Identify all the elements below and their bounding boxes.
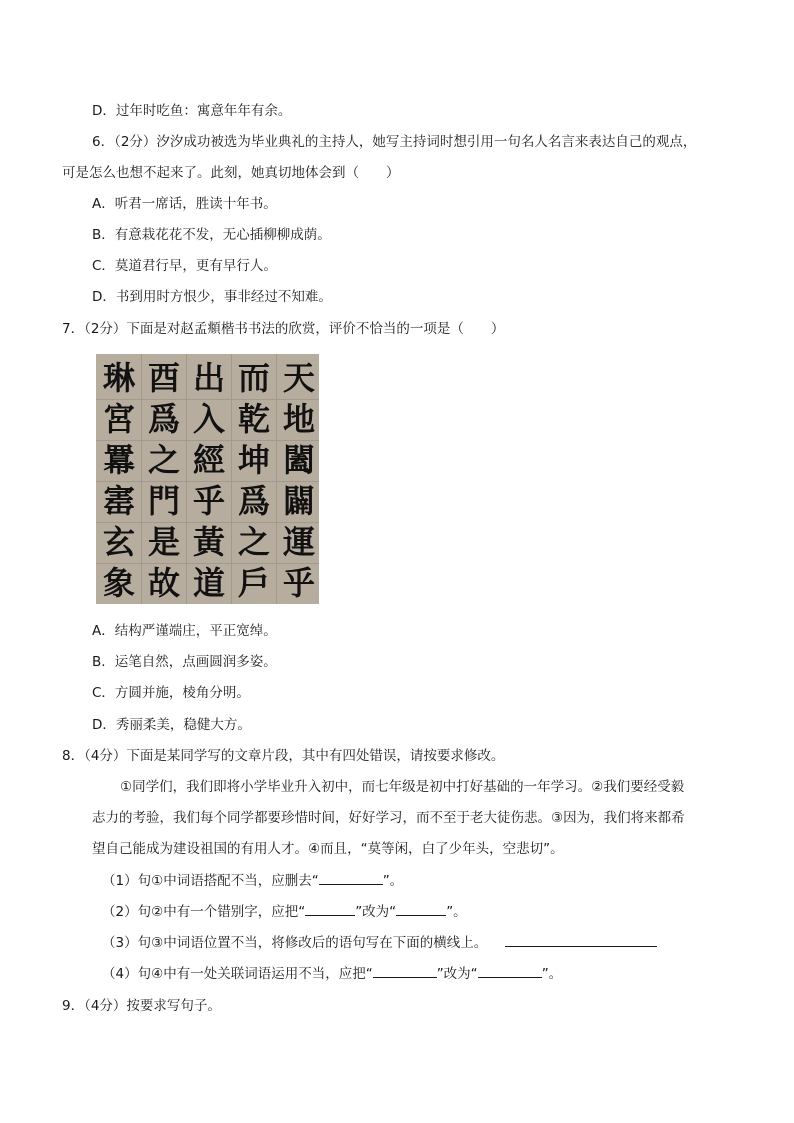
calligraphy-column xyxy=(232,358,276,604)
calligraphy-char: 運 xyxy=(282,523,315,561)
q8-sub3 xyxy=(102,934,657,952)
calligraphy-char: 天 xyxy=(282,359,315,397)
calligraphy-char: 故 xyxy=(147,564,180,602)
calligraphy-char: 出 xyxy=(192,359,225,397)
calligraphy-char: 坤 xyxy=(237,441,270,479)
q7-stem: 7．（2分）下面是对赵孟頫楷书书法的欣赏，评价不恰当的一项是（ ） xyxy=(62,321,505,337)
calligraphy-char: 之 xyxy=(147,441,180,479)
q8-stem: 8．（4分）下面是某同学写的文章片段，其中有四处错误，请按要求修改。 xyxy=(62,748,505,764)
calligraphy-char: 寚 xyxy=(102,482,135,520)
q8-sub3-text: （3）句③中词语位置不当，将修改后的语句写在下面的横线上。 xyxy=(102,935,488,951)
calligraphy-char: 琳 xyxy=(102,359,135,397)
calligraphy-column xyxy=(142,358,186,604)
calligraphy-char: 玄 xyxy=(102,523,135,561)
q7-option-a: A．结构严谨端庄，平正宽绰。 xyxy=(92,623,277,639)
calligraphy-char: 闢 xyxy=(282,482,315,520)
q8-sub4-blank1[interactable] xyxy=(373,965,437,978)
calligraphy-char: 闔 xyxy=(282,441,315,479)
q8-sub3-blank[interactable] xyxy=(505,934,657,947)
q7-option-c: C．方圆并施，棱角分明。 xyxy=(92,685,250,701)
calligraphy-char: 經 xyxy=(192,441,225,479)
q8-sub2-mid: ”改为“ xyxy=(355,904,397,920)
calligraphy-char: 羃 xyxy=(102,441,135,479)
calligraphy-char: 門 xyxy=(147,482,180,520)
calligraphy-char: 戶 xyxy=(237,564,270,602)
q7-option-b: B．运笔自然，点画圆润多姿。 xyxy=(92,654,277,670)
calligraphy-image xyxy=(96,354,319,604)
q8-passage-line1: ①同学们，我们即将小学毕业升入初中，而七年级是初中打好基础的一年学习。②我们要经受毅 xyxy=(120,779,685,795)
calligraphy-char: 爲 xyxy=(147,400,180,438)
q8-sub4 xyxy=(102,965,562,983)
q8-sub1-blank[interactable] xyxy=(319,872,383,885)
calligraphy-char: 黃 xyxy=(192,523,225,561)
calligraphy-column xyxy=(97,358,141,604)
q8-sub4-mid: ”改为“ xyxy=(436,966,478,982)
q8-sub2-blank2[interactable] xyxy=(396,903,446,916)
q8-sub2-end: ”。 xyxy=(446,904,467,920)
calligraphy-char: 是 xyxy=(147,523,180,561)
q6-option-b: B．有意栽花花不发，无心插柳柳成荫。 xyxy=(92,227,331,243)
q8-sub1-end: ”。 xyxy=(382,873,404,889)
q8-sub2-text: （2）句②中有一个错别字，应把“ xyxy=(102,904,306,920)
q5-option-d: D．过年时吃鱼：寓意年年有余。 xyxy=(92,103,292,119)
calligraphy-column xyxy=(187,358,231,604)
calligraphy-char: 乎 xyxy=(192,482,225,520)
q8-passage-line3: 望自己能成为建设祖国的有用人才。④而且，“莫等闲，白了少年头，空悲切”。 xyxy=(92,841,564,857)
q8-sub4-end: ”。 xyxy=(541,966,563,982)
q6-option-d: D．书到用时方恨少，事非经过不知难。 xyxy=(92,289,332,305)
q8-passage-line2: 志力的考验，我们每个同学都要珍惜时间，好好学习，而不至于老大徒伤悲。③因为，我们将来都希 xyxy=(92,810,685,826)
calligraphy-char: 道 xyxy=(192,564,225,602)
q8-sub1-text: （1）句①中词语搭配不当，应删去“ xyxy=(102,873,319,889)
q8-sub2-blank1[interactable] xyxy=(305,903,355,916)
q6-option-a: A．听君一席话，胜读十年书。 xyxy=(92,196,277,212)
q6-stem: 6．（2分）汐汐成功被选为毕业典礼的主持人，她写主持词时想引用一句名人名言来表达自己的观点， xyxy=(92,134,697,150)
q8-sub4-text: （4）句④中有一处关联词语运用不当，应把“ xyxy=(102,966,373,982)
calligraphy-char: 乎 xyxy=(282,564,315,602)
calligraphy-char: 之 xyxy=(237,523,270,561)
q7-option-d: D．秀丽柔美，稳健大方。 xyxy=(92,717,251,733)
calligraphy-char: 酉 xyxy=(147,359,180,397)
q9-stem: 9．（4分）按要求写句子。 xyxy=(62,998,221,1014)
calligraphy-char: 入 xyxy=(192,400,225,438)
q8-sub1 xyxy=(102,872,403,890)
calligraphy-char: 而 xyxy=(237,359,270,397)
calligraphy-char: 地 xyxy=(282,400,315,438)
q8-sub4-blank2[interactable] xyxy=(478,965,542,978)
q6-option-c: C．莫道君行早，更有早行人。 xyxy=(92,258,277,274)
calligraphy-char: 象 xyxy=(102,564,135,602)
calligraphy-column xyxy=(277,358,319,604)
q6-stem-cont: 可是怎么也想不起来了。此刻，她真切地体会到（ ） xyxy=(62,165,400,181)
calligraphy-char: 宮 xyxy=(102,400,135,438)
q8-sub2 xyxy=(102,903,467,921)
calligraphy-char: 乾 xyxy=(237,400,270,438)
calligraphy-char: 爲 xyxy=(237,482,270,520)
